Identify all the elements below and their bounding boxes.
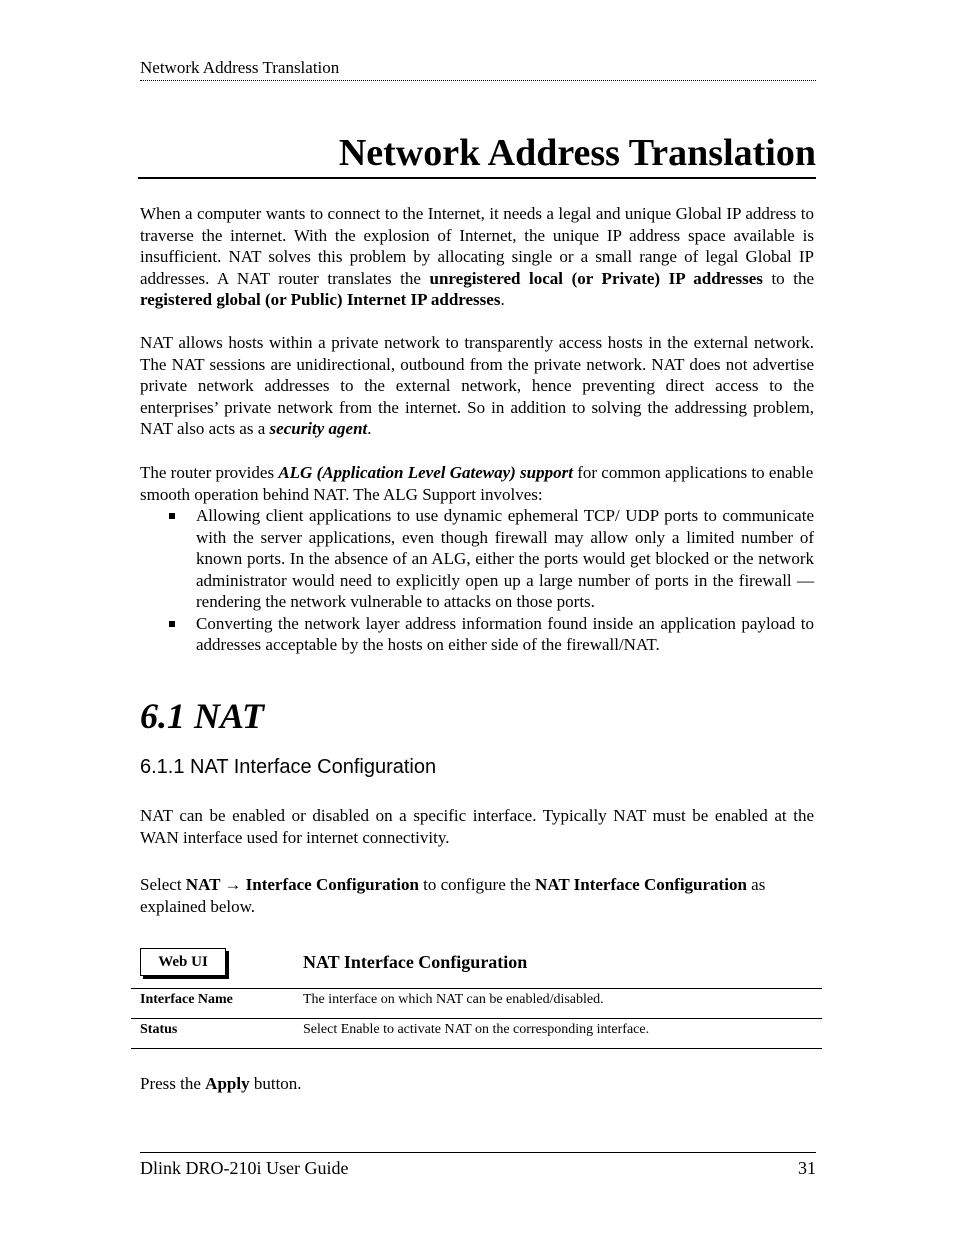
intro-p1-text-d: .: [500, 290, 505, 309]
arrow-right-icon: →: [220, 875, 246, 894]
intro-p3-text-a: The router provides: [140, 463, 279, 482]
table-cell-name: Status: [140, 1022, 178, 1037]
menu-interface-configuration: Interface Configuration: [245, 875, 419, 894]
intro-paragraph-2: [140, 332, 814, 440]
bullet-square-icon: [169, 621, 175, 627]
intro-p3-emphasis: ALG (Application Level Gateway) support: [278, 463, 573, 482]
menu-nat: NAT: [185, 875, 221, 894]
intro-paragraph-3: [140, 462, 814, 505]
bullet-text: Converting the network layer address information found inside an application payload to addresses acceptable by the hosts on either side of the firewall/NAT.: [196, 613, 814, 654]
nat-interface-configuration-ref: NAT Interface Configuration: [535, 875, 747, 894]
apply-ref: Apply: [205, 1074, 250, 1093]
press-text-a: Press the: [140, 1074, 206, 1093]
press-text-c: button.: [249, 1074, 302, 1093]
web-ui-label: Web UI: [140, 948, 226, 976]
select-text-a: Select: [140, 875, 186, 894]
footer-guide-name: Dlink DRO-210i User Guide: [140, 1158, 349, 1178]
table-cell-name: Interface Name: [140, 992, 233, 1007]
table-row: [131, 988, 822, 1018]
page-title: Network Address Translation: [138, 130, 816, 179]
intro-p1-bold-public: registered global (or Public) Internet IP addresses: [140, 290, 501, 309]
intro-p1-text-c: to the: [762, 268, 814, 288]
running-header: Network Address Translation: [140, 57, 816, 81]
bullet-text: Allowing client applications to use dynamic ephemeral TCP/ UDP ports to communicate with the server applications, even though firewall may allow only a limited number of known ports. In the absence of an ALG, either the ports would get blocked or the network administrator would need to explicitly open up a large number of ports in the firewall — rendering the network vulnerable to attacks on those ports.: [196, 506, 814, 611]
page-footer: [140, 1152, 816, 1178]
list-item: [140, 505, 814, 613]
table-cell-desc: The interface on which NAT can be enabled/disabled.: [303, 992, 604, 1007]
subsection-heading: 6.1.1 NAT Interface Configuration: [140, 756, 437, 778]
table-cell-desc: Select Enable to activate NAT on the corresponding interface.: [303, 1022, 650, 1037]
config-table: [131, 988, 822, 1049]
intro-p3-text-b: for common applications to enable smooth operation behind NAT. The ALG Support involves:: [140, 463, 814, 504]
nat-paragraph: NAT can be enabled or disabled on a specific interface. Typically NAT must be enabled at the WAN interface used for internet connectivity.: [140, 806, 814, 847]
intro-p2-text-b: .: [367, 419, 372, 438]
intro-p1-bold-private: unregistered local (or Private) IP addresses: [429, 268, 763, 288]
press-paragraph: [140, 1073, 814, 1095]
list-item: [140, 613, 814, 656]
page-number: 31: [798, 1158, 816, 1178]
select-text-c: to configure the: [418, 875, 536, 894]
intro-paragraph-1: [140, 203, 814, 311]
select-paragraph: [140, 874, 814, 917]
intro-p2-emphasis: security agent: [269, 419, 368, 438]
intro-p2-text-a: NAT allows hosts within a private network to transparently access hosts in the external network. The NAT sessions are unidirectional, outbound from the private network. NAT does not advertise private network addresses to the external network, hence preventing direct access to the enterprises’ private network from the internet. So in addition to solving the addressing problem, NAT also acts as a: [140, 333, 814, 438]
bullet-square-icon: [169, 513, 175, 519]
select-text-d: as explained below.: [140, 875, 766, 916]
alg-bullet-list: [140, 505, 814, 656]
table-title: NAT Interface Configuration: [303, 952, 528, 972]
table-row: [131, 1018, 822, 1049]
section-heading: 6.1 NAT: [140, 696, 265, 736]
intro-p1-text-a: When a computer wants to connect to the Internet, it needs a legal and unique Global IP address to traverse the internet. With the explosion of Internet, the unique IP address space available is insufficient. NAT solves this problem by allocating single or a small range of legal Global IP addresses. A NAT router translates the: [140, 204, 814, 288]
